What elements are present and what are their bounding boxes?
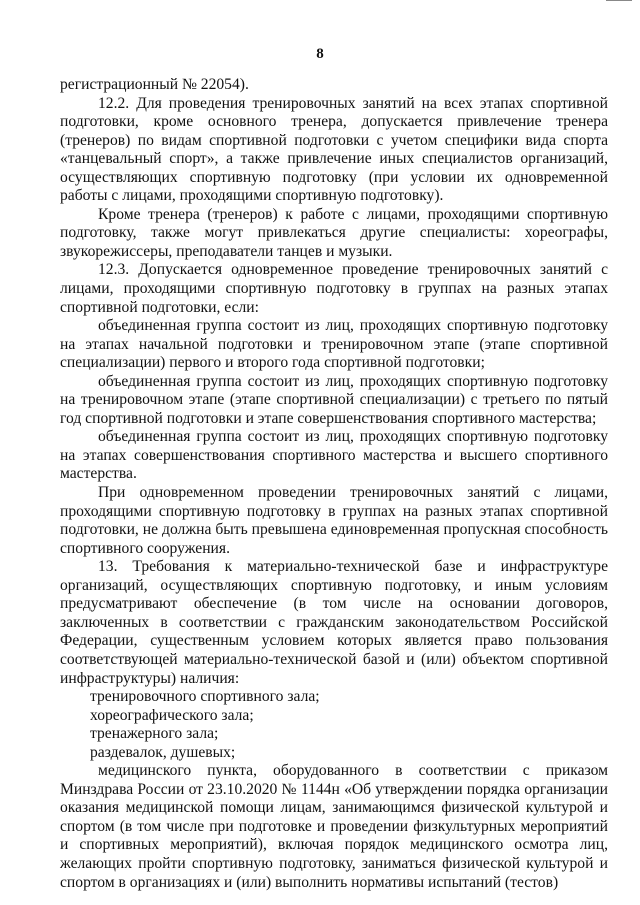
list-item: раздевалок, душевых; [90,743,236,761]
document-body [60,76,608,892]
paragraph: объединенная группа состоит из лиц, проходящих спортивную подготовку на этапах начальной подготовки и тренировочном этапе (этапе спортивной специализации) первого и второго года спортивной подготовки; [60,317,608,372]
paragraph: При одновременном проведении тренировочных занятий с лицами, проходящими спортивную подготовку в группах на разных этапах спортивной подготовки, не должна быть превышена единовременная пропускная способность спортивного сооружения. [60,484,608,557]
list-item: хореографического зала; [90,706,254,724]
paragraph: 13. Требования к материально-технической базе и инфраструктуре организаций, осуществляющих спортивную подготовку, и иным условиям предусматривают обеспечение (в том числе на основании договоров, заключенных в соответствии с гражданским законодательством Российской Федерации, существенным условием которых является право пользования соответствующей материально-технической базой и (или) объектом спортивной инфраструктуры) наличия: [60,558,608,687]
list-item: тренажерного зала; [90,725,219,743]
page-number: 8 [316,46,324,62]
paragraph: регистрационный № 22054). [60,76,249,93]
list-item: тренировочного спортивного зала; [90,688,320,706]
paragraph: 12.2. Для проведения тренировочных занятий на всех этапах спортивной подготовки, кроме основного тренера, допускается привлечение тренера (тренеров) по видам спортивной подготовки с учетом специфики вида спорта «танцевальный спорт», а также привлечение иных специалистов организаций, осуществляющих спортивную подготовку (при условии их одновременной работы с лицами, проходящими спортивную подготовку). [60,94,608,205]
paragraph: Кроме тренера (тренеров) к работе с лицами, проходящими спортивную подготовку, также могут привлекаться другие специалисты: хореографы, звукорежиссеры, преподаватели танцев и музыки. [60,205,608,260]
paragraph: объединенная группа состоит из лиц, проходящих спортивную подготовку на этапах совершенствования спортивного мастерства и высшего спортивного мастерства. [60,428,608,483]
paragraph: 12.3. Допускается одновременное проведение тренировочных занятий с лицами, проходящими спортивную подготовку в группах на разных этапах спортивной подготовки, если: [60,261,608,316]
corner-scan-mark [606,0,632,5]
paragraph: объединенная группа состоит из лиц, проходящих спортивную подготовку на тренировочном этапе (этапе спортивной специализации) с третьего по пятый год спортивной подготовки и этапе совершенствования спортивного мастерства; [60,372,608,427]
paragraph: медицинского пункта, оборудованного в соответствии с приказом Минздрава России от 23.10.2020 № 1144н «Об утверждении порядка организации оказания медицинской помощи лицам, занимающимся физической культурой и спортом (в том числе при подготовке и проведении физкультурных мероприятий и спортивных мероприятий), включая порядок медицинского осмотра лиц, желающих пройти спортивную подготовку, заниматься физической культурой и спортом в организациях и (или) выполнить нормативы испытаний (тестов) [60,762,608,891]
